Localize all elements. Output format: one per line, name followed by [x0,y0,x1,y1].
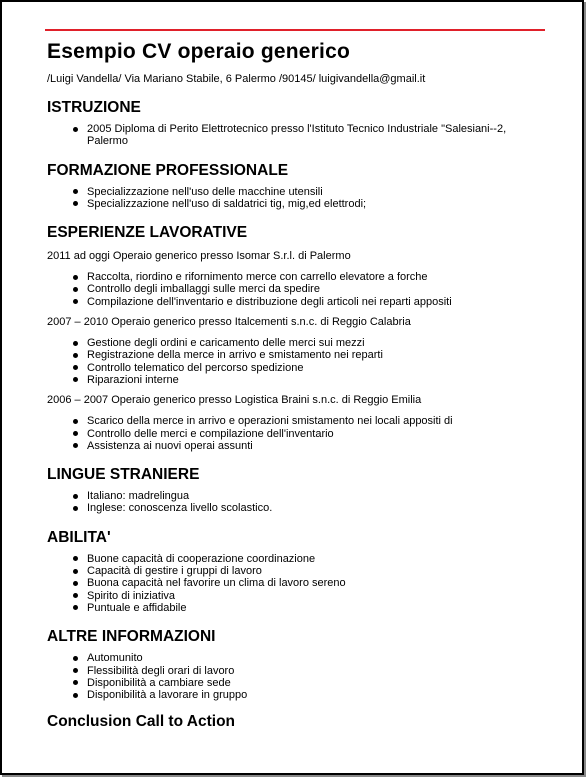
list-item: 2005 Diploma di Perito Elettrotecnico presso l'Istituto Tecnico Industriale "Salesiani--2, Palermo [87,123,547,148]
list-item: Buone capacità di cooperazione coordinazione [87,553,547,565]
list-item: Disponibilità a lavorare in gruppo [87,689,547,701]
list-item: Spirito di iniziativa [87,590,547,602]
section-heading-education: ISTRUZIONE [47,99,141,116]
list-item: Disponibilità a cambiare sede [87,677,547,689]
list-item: Gestione degli ordini e caricamento delle merci sui mezzi [87,337,547,349]
cv-content [47,40,547,737]
list-item: Automunito [87,652,547,664]
list-item: Raccolta, riordino e rifornimento merce con carrello elevatore a forche [87,271,547,283]
list-item: Assistenza ai nuovi operai assunti [87,440,547,452]
list-item: Riparazioni interne [87,374,547,386]
section-heading-skills: ABILITA' [47,528,111,546]
job-title: 2006 – 2007 Operaio generico presso Logistica Braini s.n.c. di Reggio Emilia [47,394,422,407]
list-item: Capacità di gestire i gruppi di lavoro [87,565,547,577]
languages-list [47,490,547,515]
other-info-list [47,652,547,701]
list-item: Controllo delle merci e compilazione dell'inventario [87,428,547,440]
list-item: Controllo degli imballaggi sulle merci da spedire [87,283,547,295]
list-item: Flessibilità degli orari di lavoro [87,665,547,677]
section-heading-training: FORMAZIONE PROFESSIONALE [47,161,289,179]
section-heading-experience: ESPERIENZE LAVORATIVE [47,224,248,242]
conclusion-heading: Conclusion Call to Action [47,713,236,731]
section-heading-other: ALTRE INFORMAZIONI [47,628,216,646]
list-item: Compilazione dell'inventario e distribuzione degli articoli nei reparti appositi [87,296,547,308]
job-duties-list [47,415,547,452]
section-heading-languages: LINGUE STRANIERE [47,466,200,484]
page-title: Esempio CV operaio generico [47,40,350,63]
list-item: Puntuale e affidabile [87,602,547,614]
job-title: 2011 ad oggi Operaio generico presso Isomar S.r.l. di Palermo [47,250,351,263]
list-item: Specializzazione nell'uso di saldatrici tig, mig,ed elettrodi; [87,198,547,210]
job-title: 2007 – 2010 Operaio generico presso Italcementi s.n.c. di Reggio Calabria [47,316,411,329]
training-list [47,186,547,211]
list-item: Buona capacità nel favorire un clima di lavoro sereno [87,577,547,589]
list-item: Italiano: madrelingua [87,490,547,502]
skills-list [47,553,547,614]
list-item: Inglese: conoscenza livello scolastico. [87,502,547,514]
red-top-rule [45,29,545,31]
list-item: Specializzazione nell'uso delle macchine utensili [87,186,547,198]
list-item: Controllo telematico del percorso spedizione [87,362,547,374]
contact-line: /Luigi Vandella/ Via Mariano Stabile, 6 Palermo /90145/ luigivandella@gmail.it [47,73,426,85]
education-list [47,123,547,148]
list-item: Scarico della merce in arrivo e operazioni smistamento nei locali appositi di [87,415,547,427]
job-duties-list [47,271,547,308]
job-duties-list [47,337,547,386]
list-item: Registrazione della merce in arrivo e smistamento nei reparti [87,349,547,361]
